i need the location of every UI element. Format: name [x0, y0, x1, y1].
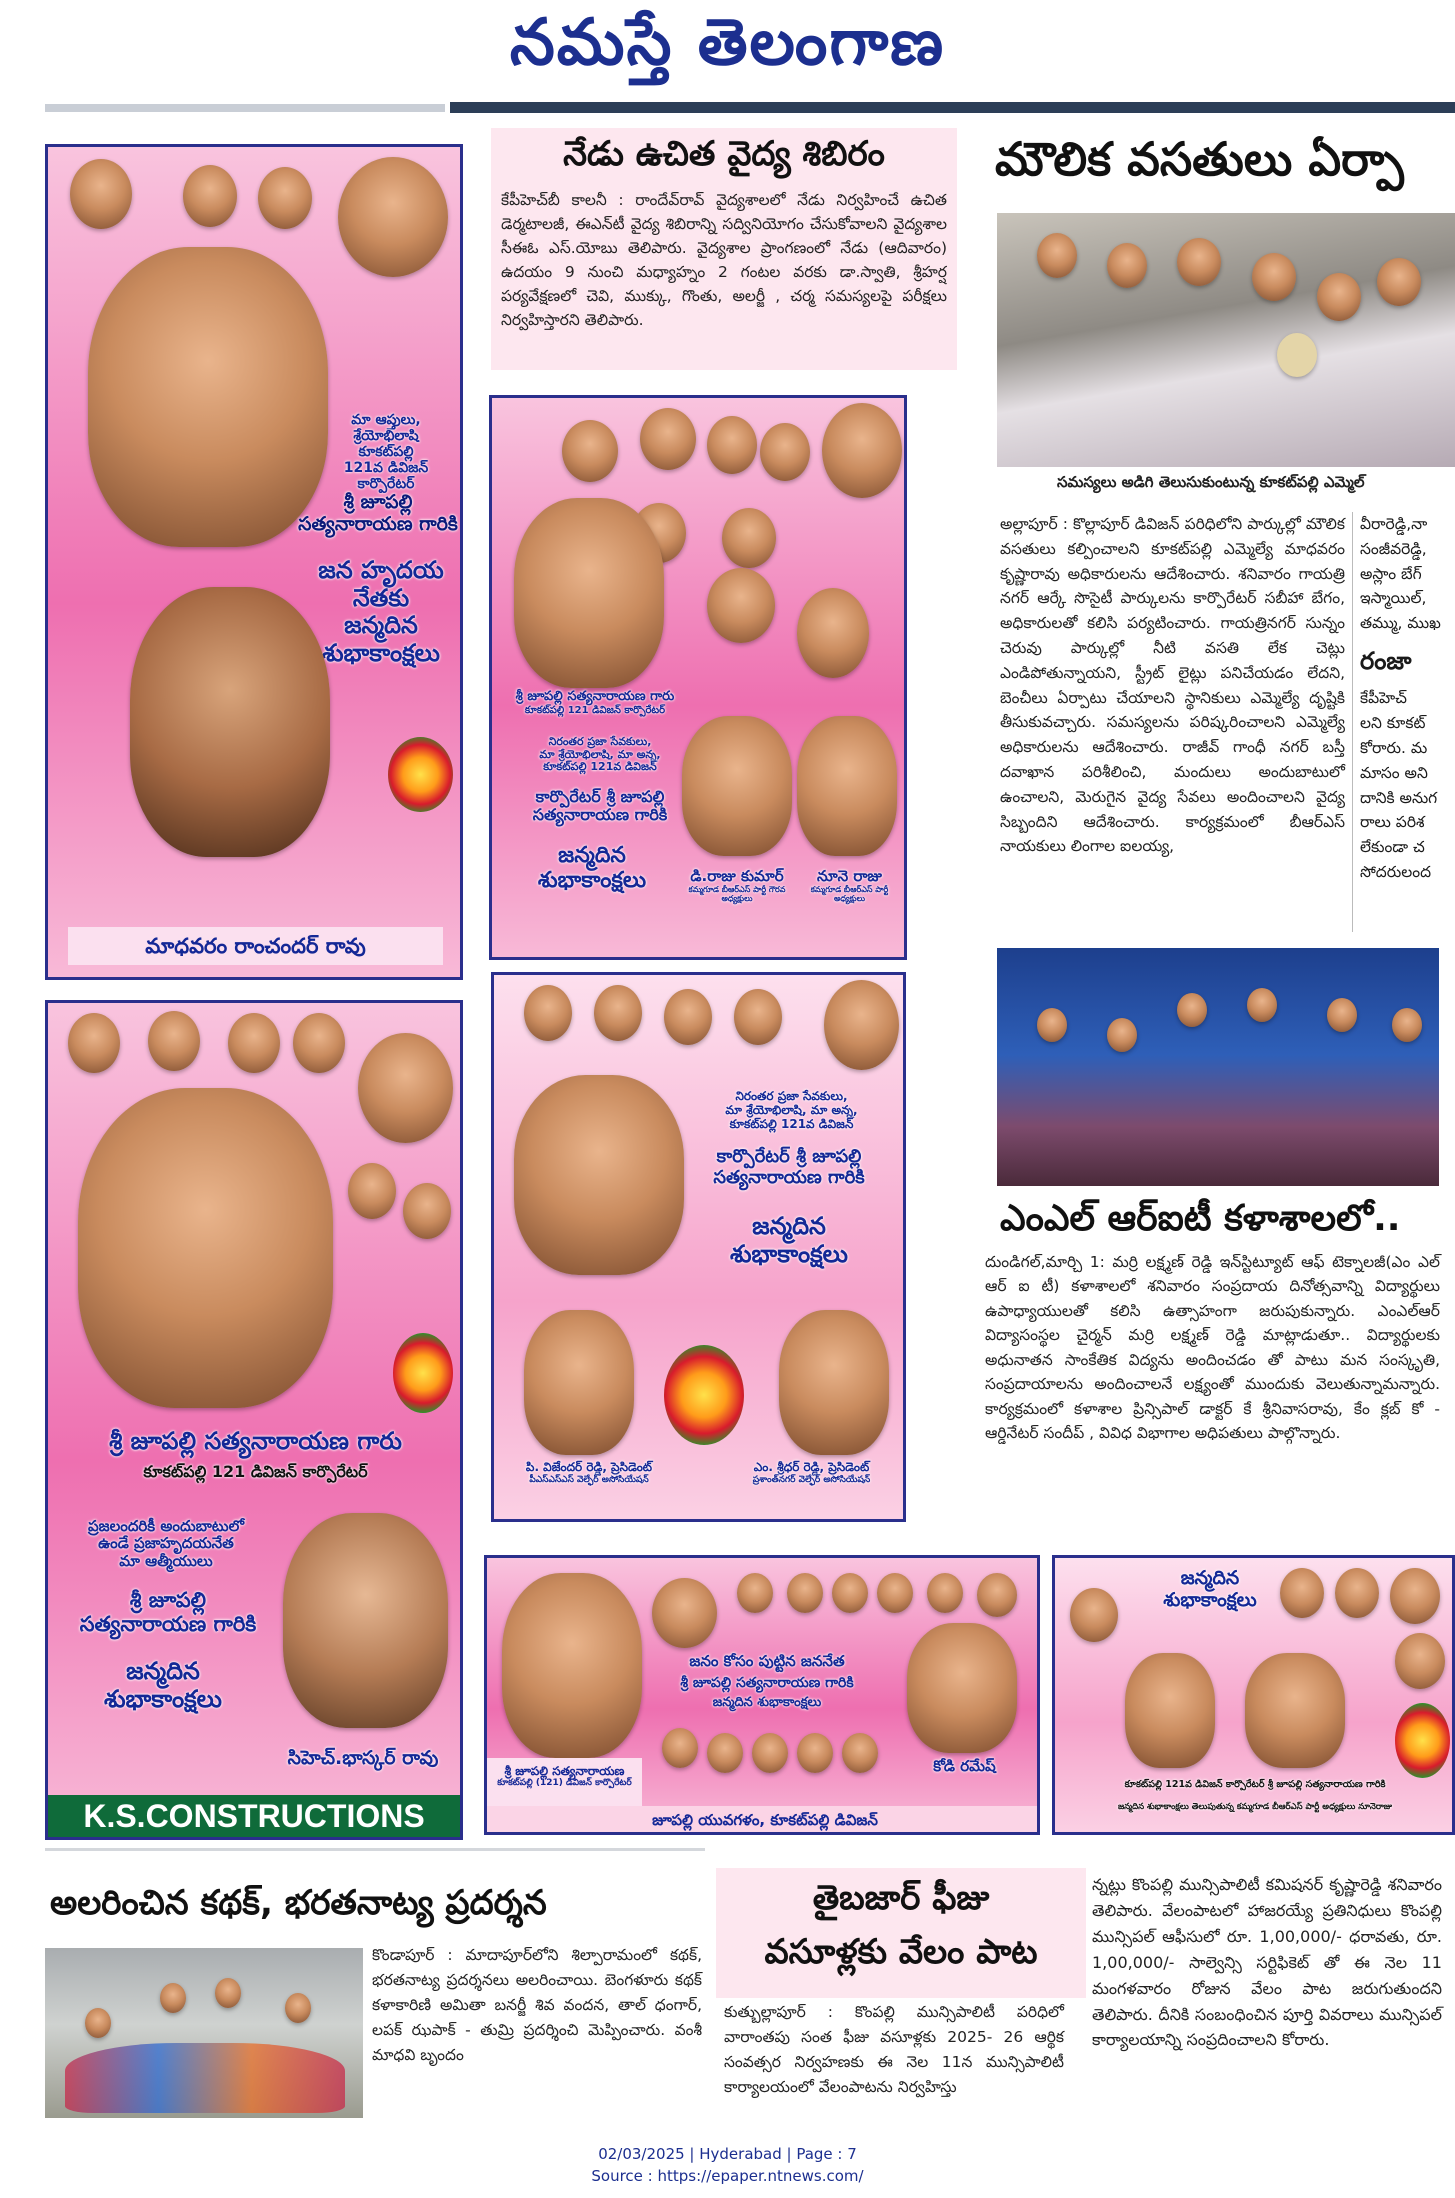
ad4-intro: ప్రజలందరికీ అందుబాటులో ఉండే ప్రజాహృదయనేత మా ఆత్మీయులు [87, 1517, 245, 1570]
ad6-line1: కూకట్‌పల్లి 121వ డివిజన్ కార్పొరేటర్ శ్రీ జూపల్లి సత్యనారాయణ గారికి [1124, 1779, 1386, 1790]
article-side-column: వీరారెడ్డి,నా సంజీవరెడ్డి, అస్లాం బేగ్ ఇస్మాయిల్, తమ్ము, ముఖ రంజా కేపీహెచ్ లని కూకట్ కోరారు. మ మాసం అని దానికి అనుగ రాలు పరిశ లేకుండా చ సోదరులంద [1360, 512, 1455, 885]
leader-photo-icon [977, 1573, 1017, 1617]
dancers-costume-block [65, 2043, 345, 2113]
leader-photo-icon [832, 1573, 868, 1613]
leader-photo-icon [797, 588, 869, 678]
person-photo-icon [1037, 233, 1077, 278]
leader-photo-icon [1280, 1568, 1324, 1618]
ad2-wish: జన్మదిన శుభాకాంక్షలు [537, 843, 647, 894]
side-headline: రంజా [1360, 646, 1412, 675]
ad3-wish: జన్మదిన శుభాకాంక్షలు [730, 1212, 848, 1268]
newspaper-title: నమస్తే తెలంగాణ [509, 5, 946, 80]
source-link[interactable]: Source : https://epaper.ntnews.com/ [591, 2166, 864, 2185]
bouquet-icon [1395, 1703, 1450, 1778]
leader-photo-icon [338, 157, 448, 277]
headline-facilities: మౌలిక వసతులు ఏర్పా [995, 132, 1404, 186]
ad1-sender: మాధవరం రాంచందర్ రావు [68, 927, 443, 965]
ad3-sender2: ఎం. శ్రీధర్ రెడ్డి, ప్రెసిడెంట్ ప్రశాంత్‌నగర్ వెల్ఫేర్ అసోసియేషన్ [752, 1460, 871, 1485]
leader-photo-icon [68, 1013, 120, 1073]
leader-photo-icon [722, 508, 776, 568]
leader-photo-icon [562, 420, 618, 482]
birthday-ad-welfare-associations [491, 972, 906, 1522]
article-body: కొండాపూర్ : మాదాపూర్‌లోని శిల్పారామంలో కథక్, భరతనాట్య ప్రదర్శనలు అలరించాయి. బెంగళూరు కథక్ కళాకారిణి అమితా బనర్జీ శివ వందన, తాల్ ధంగార్, లపక్ ఝపాక్ - తుమ్రి ప్రదర్శించి మెప్పించారు. వంశీ మాధవి బృందం [372, 1946, 702, 2065]
person-photo-icon [1107, 243, 1147, 288]
article-body: అల్లాపూర్ : కొల్లాపూర్ డివిజన్ పరిధిలోని పార్కుల్లో మౌలిక వసతులు కల్పించాలని కూకట్‌పల్లి ఎమ్మెల్యే మాధవరం కృష్ణారావు అధికారులను ఆదేశించారు. శనివారం గాయత్రి నగర్ ఆర్కే సొసైటీ పార్కులను కార్పొరేటర్ సబీహా బేగం, అధికారులతో కలిసి పర్యటించారు. గాయత్రినగర్ సున్నం చెరువు పార్కుల్లో నీటి వసతి లేక చెట్లు ఎండిపోతున్నాయని, స్ట్రీట్ లైట్లు పనిచేయడం లేదని, బెంచీలు ఏర్పాటు చేయాలని స్థానికులు ఎమ్మెల్యే దృష్టికి తీసుకువచ్చారు. సమస్యలను పరిష్కరించాలని ఎమ్మెల్యే అధికారులను ఆదేశించారు. రాజీవ్ గాంధీ నగర్ బస్తీ దవాఖాన పరిశీలించి, మందులు అందుబాటులో ఉంచాలని, మెరుగైన వైద్య సేవలు అందించాలని వైద్య సిబ్బందిని ఆదేశించారు. కార్యక్రమంలో బీఆర్ఎస్ నాయకులు లింగాల ఐలయ్య, [1000, 515, 1345, 856]
ad4-role: కూకట్‌పల్లి 121 డివిజన్ కార్పొరేటర్ [143, 1462, 368, 1481]
dancer-photo-icon [160, 1983, 186, 2013]
leader-photo-icon [293, 1013, 345, 1073]
headline: నేడు ఉచిత వైద్య శిబిరం [563, 134, 885, 174]
sender-portrait [797, 716, 897, 856]
article-body-continued: న్నట్లు కొంపల్లి మున్సిపాలిటీ కమిషనర్ కృష్ణారెడ్డి శనివారం తెలిపారు. వేలంపాటలో హాజరయ్యే ప్రతినిధులు కొంపల్లి మున్సిపల్ ఆఫీసులో రూ. 1,00,000/- ధరావతు, రూ. 1,00,000/- సాల్వెన్సి సర్టిఫికెట్ తో ఈ నెల 11 మంగళవారం రోజున వేలం పాట జరుగుతుందని తెలిపారు. దీనికి సంబంధించిన పూర్తి వివరాలు మున్సిపల్ కార్యాలయాన్ని సంప్రదించాలని కోరారు. [1092, 1875, 1442, 2050]
ad4-honoree: శ్రీ జూపల్లి సత్యనారాయణ గారు [109, 1427, 402, 1455]
leader-photo-icon [403, 1183, 451, 1239]
leader-photo-icon [258, 167, 312, 229]
ad2-sender1: డి.రాజు కుమార్ కమ్మగూడ బీఆర్ఎస్ పార్టీ గౌరవ అధ్యక్షులు [688, 867, 786, 904]
ad3-sender1: పి. విజేందర్ రెడ్డి, ప్రెసిడెంట్ పీఎస్ఎస్ఎస్ వెల్ఫేర్ అసోసియేషన్ [525, 1460, 653, 1485]
ad5-wish: జన్మదిన శుభాకాంక్షలు [712, 1695, 822, 1710]
person-photo-icon [1252, 253, 1296, 301]
leader-photo-icon [707, 416, 757, 474]
leader-photo-icon [1390, 1568, 1440, 1624]
leader-photo-icon [1070, 1588, 1118, 1642]
sender-portrait [524, 1310, 634, 1455]
sender-portrait [1245, 1653, 1345, 1768]
facilities-photo [997, 213, 1455, 467]
leader-photo-icon [760, 423, 810, 481]
leader-photo-icon [640, 408, 696, 470]
leader-photo-icon [652, 1578, 717, 1648]
leader-photo-icon [664, 989, 712, 1045]
leader-photo-icon [524, 985, 572, 1041]
leader-photo-icon [1395, 1633, 1445, 1689]
leader-photo-icon [707, 568, 775, 643]
birthday-ad-noone-raju [1052, 1555, 1455, 1835]
ad1-intro: మా ఆప్తులు, శ్రేయోభిలాషి కూకట్‌పల్లి 121వ డివిజన్ కార్పొరేటర్ [343, 412, 429, 493]
birthday-ad-kodi-ramesh [484, 1555, 1040, 1835]
bouquet-icon [388, 737, 453, 812]
ad5-sender: కోడి రమేష్ [933, 1757, 996, 1775]
person-photo-icon [1317, 273, 1361, 321]
sender-portrait [907, 1623, 1017, 1753]
honoree-portrait [88, 247, 328, 547]
person-photo-icon [1377, 258, 1421, 306]
ad5-tagline: జనం కోసం పుట్టిన జననేత [689, 1652, 845, 1670]
ad6-wish: జన్మదిన శుభాకాంక్షలు [1163, 1567, 1257, 1611]
honoree-portrait [514, 1075, 684, 1275]
header-rule-right [450, 102, 1455, 113]
member-photo-icon [842, 1733, 878, 1773]
ad5-honoree: శ్రీ జూపల్లి సత్యనారాయణ గారికి [680, 1675, 854, 1691]
member-photo-icon [662, 1728, 698, 1768]
leader-photo-icon [228, 1013, 280, 1073]
headline-fees-line2: వసూళ్లకు వేలం పాట [764, 1932, 1038, 1972]
mlrit-event-photo [997, 948, 1439, 1186]
headline-kathak: అలరించిన కథక్, భరతనాట్య ప్రదర్శన [50, 1883, 547, 1923]
dancer-photo-icon [1177, 993, 1207, 1027]
dance-photo [45, 1948, 363, 2118]
ad6-line2: జన్మదిన శుభాకాంక్షలు తెలుపుతున్న కమ్మగూడ బీఆర్ఎస్ పార్టీ అధ్యక్షులు నూనెరాజు [1117, 1802, 1393, 1812]
ad2-intro: నిరంతర ప్రజా సేవకులు, మా శ్రేయోభిలాషి, మా అన్న, కూకట్‌పల్లి 121వ డివిజన్ [539, 735, 661, 774]
leader-photo-icon [734, 989, 782, 1045]
sender-portrait [130, 587, 330, 857]
dancer-photo-icon [1107, 1018, 1137, 1052]
leader-photo-icon [594, 985, 642, 1041]
member-photo-icon [797, 1733, 833, 1773]
dancer-photo-icon [1247, 988, 1277, 1022]
article-body: దుండిగల్,మార్చి 1: మర్రి లక్ష్మణ్ రెడ్డి ఇన్‌స్టిట్యూట్ ఆఫ్ టెక్నాలజీ(ఎం ఎల్ ఆర్ ఐ టీ) కళాశాలలో శనివారం సంప్రదాయ దినోత్సవాన్ని విద్యార్థులు ఉపాధ్యాయులతో కలిసి ఉత్సాహంగా జరుపుకున్నారు. ఎంఎల్ఆర్ విద్యాసంస్థల చైర్మన్ మర్రి లక్ష్మణ్ రెడ్డి మాట్లాడుతూ.. విద్యార్థులకు అధునాతన సాంకేతిక విద్యను అందించడం తో పాటు మన సంస్కృతి, సంప్రదాయాలను అందించాలనే లక్ష్యంతో ముందుకు వెలుతున్నామన్నారు. కార్యక్రమంలో కళాశాల ప్రిన్సిపాల్ డాక్టర్ కే శ్రీనివాసరావు, కేం క్లబ్ కో - ఆర్డినేటర్ సందీప్ , వివిధ విభాగాల అధిపతులు పాల్గొన్నారు. [985, 1253, 1440, 1443]
leader-photo-icon [348, 1163, 396, 1219]
honoree-portrait [78, 1088, 333, 1408]
ad4-wish: జన్మదిన శుభాకాంక్షలు [104, 1657, 222, 1713]
birthday-ad-madhavaram [45, 144, 463, 980]
sender-portrait [779, 1310, 889, 1455]
dancer-photo-icon [215, 1978, 241, 2008]
company-banner: K.S.CONSTRUCTIONS [48, 1795, 460, 1837]
ad2-name: కార్పొరేటర్ శ్రీ జూపల్లి సత్యనారాయణ గారికి [532, 787, 668, 825]
leader-photo-icon [787, 1573, 823, 1613]
leader-photo-icon [822, 403, 902, 498]
sender-portrait [682, 716, 792, 856]
column-rule [1352, 512, 1353, 932]
ad2-sender2: నూనె రాజు కమ్మగూడ బీఆర్ఎస్ పార్టీ అధ్యక్షులు [810, 867, 889, 904]
member-photo-icon [752, 1733, 788, 1773]
ad2-honoree: శ్రీ జూపల్లి సత్యనారాయణ గారు కూకట్‌పల్లి 121 డివిజన్ కార్పొరేటర్ [515, 689, 675, 716]
ad5-footer: జూపల్లి యువగళం, కూకట్‌పల్లి డివిజన్ [487, 1806, 1040, 1834]
leader-photo-icon [70, 159, 132, 229]
leader-photo-icon [358, 1033, 453, 1143]
leader-photo-icon [183, 165, 237, 227]
article-medical-camp [491, 128, 957, 370]
article-body: కేపీహెచ్‌బీ కాలనీ : రాందేవ్‌రావ్ వైద్యశాలలో నేడు నిర్వహించే ఉచిత డెర్మటాలజీ, ఈఎన్‌టీ వైద్య శిబిరాన్ని సద్వినియోగం చేసుకోవాలని వైద్యశాల సీఈఓ ఎస్.యోబు తెలిపారు. వైద్యశాల ప్రాంగణంలో నేడు (ఆదివారం) ఉదయం 9 నుంచి మధ్యాహ్నం 2 గంటల వరకు డా.స్వాతి, శ్రీహర్ష పర్యవేక్షణలో చెవి, ముక్కు, గొంతు, అలర్జీ , చర్మ సమస్యలపై పరీక్షలు నిర్వహిస్తారని తెలిపారు. [501, 191, 947, 330]
ad1-title: జన హృదయ నేతకు జన్మదిన శుభాకాంక్షలు [318, 556, 444, 667]
ad4-sender: సిహెచ్.భాస్కర్ రావు [287, 1747, 439, 1769]
member-photo-icon [707, 1733, 743, 1773]
leader-photo-icon [148, 1011, 200, 1071]
header-rule-left [45, 104, 445, 112]
leader-photo-icon [737, 1573, 773, 1613]
fees-headline-box [716, 1868, 1086, 1998]
ad3-name: కార్పొరేటర్ శ్రీ జూపల్లి సత్యనారాయణ గారికి [713, 1146, 865, 1188]
leader-photo-icon [877, 1573, 913, 1613]
person-photo-icon [1177, 238, 1221, 286]
masthead [0, 0, 1455, 100]
ad3-intro: నిరంతర ప్రజా సేవకులు, మా శ్రేయోభిలాషి, మా అన్న, కూకట్‌పల్లి 121వ డివిజన్ [725, 1089, 858, 1131]
edition-info: 02/03/2025 | Hyderabad | Page : 7 [598, 2145, 857, 2163]
ad4-name: శ్రీ జూపల్లి సత్యనారాయణ గారికి [79, 1588, 257, 1637]
person-photo-icon [1277, 333, 1317, 377]
dancer-photo-icon [285, 1993, 311, 2023]
leader-photo-icon [1335, 1568, 1379, 1618]
birthday-ad-raju-kumar [489, 395, 907, 960]
headline-fees-line1: తైబజార్ ఫీజు [812, 1878, 990, 1918]
page-footer [0, 2144, 1455, 2188]
dancer-photo-icon [1037, 1008, 1067, 1042]
honoree-portrait [1125, 1653, 1215, 1768]
honoree-portrait [514, 498, 664, 688]
photo-caption: సమస్యలు అడిగి తెలుసుకుంటున్న కూకట్‌పల్లి ఎమ్మెల్ [1057, 473, 1365, 491]
article-body: కుత్బుల్లాపూర్ : కొంపల్లి మున్సిపాలిటీ పరిధిలో వారాంతపు సంత ఫీజు వసూళ్లకు 2025- 26 ఆర్థిక సంవత్సర నిర్వహణకు ఈ నెల 11న మున్సిపాలిటీ కార్యాలయంలో వేలంపాటను నిర్వహిస్తు [724, 2003, 1064, 2097]
section-rule [45, 1848, 705, 1851]
honoree-portrait [502, 1573, 642, 1758]
dancer-photo-icon [1392, 1008, 1422, 1042]
bouquet-icon [664, 1345, 744, 1445]
dancer-photo-icon [1327, 998, 1357, 1032]
bouquet-icon [393, 1333, 453, 1413]
sender-portrait [283, 1513, 448, 1728]
ad5-left-name: శ్రీ జూపల్లి సత్యనారాయణ కూకట్‌పల్లి (121) డివిజన్ కార్పొరేటర్ [487, 1758, 642, 1814]
leader-photo-icon [824, 980, 899, 1070]
dancer-photo-icon [85, 2008, 111, 2038]
birthday-ad-ks-constructions [45, 1000, 463, 1840]
headline-mlrit: ఎంఎల్ ఆర్ఐటీ కళాశాలలో.. [1000, 1198, 1401, 1239]
ad1-honoree: శ్రీ జూపల్లి సత్యనారాయణ గారికి [298, 491, 458, 535]
leader-photo-icon [927, 1573, 963, 1613]
